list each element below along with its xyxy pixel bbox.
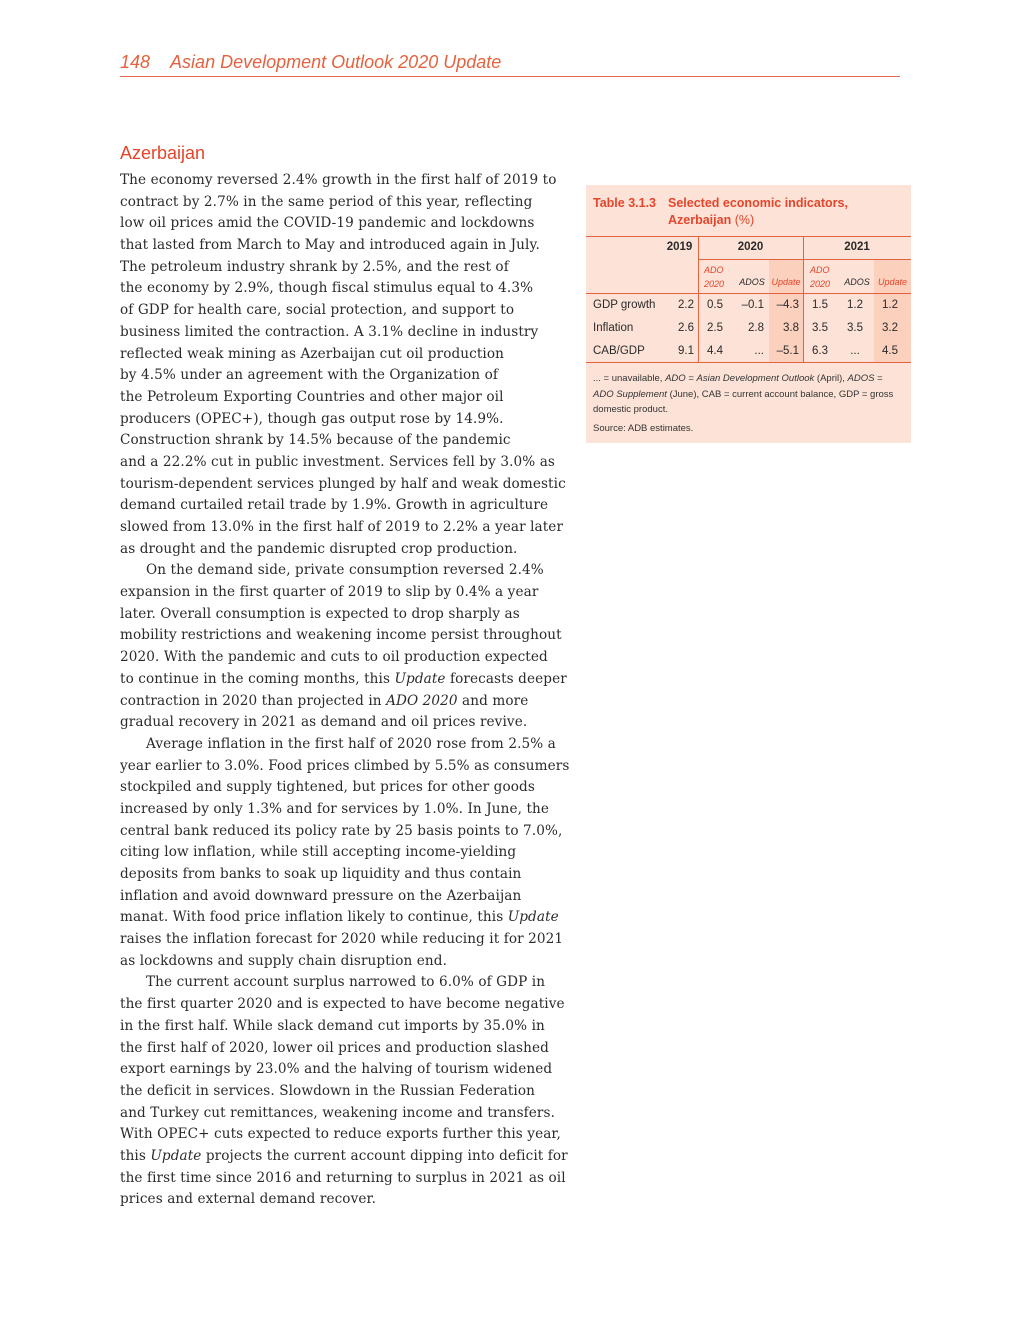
text-line: by 4.5% under an agreement with the Organization of <box>120 367 498 384</box>
sub-ados-2021: ADOS <box>844 277 870 287</box>
row-label: GDP growth <box>593 299 656 311</box>
text-line: the first quarter 2020 and is expected to have become negative <box>120 996 565 1013</box>
table-cell: ... <box>850 345 860 357</box>
text-line: expansion in the first quarter of 2019 to slip by 0.4% a year <box>120 584 539 601</box>
text-line: the first time since 2016 and returning to surplus in 2021 as oil <box>120 1169 566 1186</box>
table-cell: 4.4 <box>707 345 723 357</box>
text-line: central bank reduced its policy rate by 25 basis points to 7.0%, <box>120 822 563 839</box>
text-line: With OPEC+ cuts expected to reduce exports further this year, <box>120 1126 561 1143</box>
text-line: The petroleum industry shrank by 2.5%, and the rest of <box>120 258 509 275</box>
section-title: Azerbaijan <box>120 143 206 163</box>
text-line: that lasted from March to May and introduced again in July. <box>120 237 540 254</box>
text-line: increased by only 1.3% and for services by 1.0%. In June, the <box>120 800 550 817</box>
table-cell: 9.1 <box>678 345 694 357</box>
sub-update-2020: Update <box>771 277 801 287</box>
table-cell: 0.5 <box>707 299 723 311</box>
text-line: On the demand side, private consumption reversed 2.4% <box>146 562 544 579</box>
text-line: this Update projects the current account dipping into deficit for <box>120 1147 568 1164</box>
row-label: Inflation <box>593 322 634 334</box>
sub-ado-2020: ADO 2020 <box>704 265 725 289</box>
table-cell: 3.8 <box>783 322 799 334</box>
text-line: raises the inflation forecast for 2020 while reducing it for 2021 <box>120 931 564 948</box>
table-box <box>586 185 911 443</box>
text-line: year earlier to 3.0%. Food prices climbed by 5.5% as consumers <box>120 757 570 774</box>
text-line: the first half of 2020, lower oil prices and production slashed <box>120 1039 549 1056</box>
publication-title: Asian Development Outlook 2020 Update <box>170 52 502 72</box>
table-rule-bottom <box>586 362 911 363</box>
table-cell: 3.2 <box>882 322 898 334</box>
text-line: slowed from 13.0% in the first half of 2019 to 2.2% a year later <box>120 519 564 535</box>
table-cell: 4.5 <box>882 345 898 357</box>
table-number: Table 3.1.3 <box>593 196 656 210</box>
text-line: as drought and the pandemic disrupted crop production. <box>120 540 518 557</box>
year-2019: 2019 <box>666 241 693 253</box>
text-line: reflected weak mining as Azerbaijan cut oil production <box>120 345 505 362</box>
table-divider-2019 <box>698 236 699 362</box>
text-line: business limited the contraction. A 3.1% decline in industry <box>120 323 539 340</box>
body-text <box>120 170 586 1211</box>
text-line: stockpiled and supply tightened, but prices for other goods <box>120 779 535 796</box>
sub-ado-2021: ADO 2020 <box>810 265 831 289</box>
text-line: deposits from banks to soak up liquidity and thus contain <box>120 866 522 882</box>
table-notes <box>593 371 898 436</box>
text-line: Average inflation in the first half of 2020 rose from 2.5% a <box>146 735 556 752</box>
page-number: 148 <box>120 52 151 72</box>
year-2021: 2021 <box>844 241 870 253</box>
text-line: in the first half. While slack demand cut imports by 35.0% in <box>120 1017 545 1034</box>
table-cell: 1.2 <box>847 299 863 311</box>
table-cell: 6.3 <box>812 345 828 357</box>
text-line: producers (OPEC+), though gas output rose by 14.9%. <box>120 410 504 427</box>
table-cell: –5.1 <box>776 345 799 357</box>
table-cell: 3.5 <box>847 322 863 334</box>
text-line: the economy by 2.9%, though fiscal stimulus equal to 4.3% <box>120 280 534 297</box>
table-divider-2020 <box>803 236 804 362</box>
source-note: Source: ADB estimates. <box>593 422 694 434</box>
sub-update-2021: Update <box>877 277 908 287</box>
text-line: manat. With food price inflation likely to continue, this Update <box>120 909 559 926</box>
text-line: of GDP for health care, social protection, and support to <box>120 302 515 319</box>
table-title-line2: Azerbaijan <box>668 213 732 227</box>
table-cell: 1.2 <box>882 299 898 311</box>
table-title-line1: Selected economic indicators, <box>668 196 848 210</box>
text-line: and Turkey cut remittances, weakening income and transfers. <box>120 1104 556 1121</box>
table-cell: ... <box>754 345 764 357</box>
text-line: The current account surplus narrowed to 6.0% of GDP in <box>146 974 546 991</box>
text-line: and a 22.2% cut in public investment. Services fell by 3.0% as <box>120 453 556 470</box>
text-line: contraction in 2020 than projected in ADO 2020 and more <box>120 692 529 709</box>
text-line: the Petroleum Exporting Countries and other major oil <box>120 388 504 405</box>
text-line: the deficit in services. Slowdown in the Russian Federation <box>120 1082 535 1099</box>
text-line: demand curtailed retail trade by 1.9%. Growth in agriculture <box>120 497 549 514</box>
running-head <box>120 52 900 77</box>
table-cell: 3.5 <box>812 322 828 334</box>
table-unit: (%) <box>734 213 755 227</box>
text-line: to continue in the coming months, this Update forecasts deeper <box>120 670 567 687</box>
year-2020: 2020 <box>737 241 764 253</box>
table-cell: –0.1 <box>741 299 764 311</box>
text-line: contract by 2.7% in the same period of this year, reflecting <box>120 193 533 210</box>
table-cell: 2.8 <box>748 322 764 334</box>
text-line: 2020. With the pandemic and cuts to oil production expected <box>120 649 548 666</box>
text-line: low oil prices amid the COVID-19 pandemic and lockdowns <box>120 215 535 232</box>
sub-ados-2020: ADOS <box>739 277 765 287</box>
table-rule-header <box>586 293 911 294</box>
text-line: as lockdowns and supply chain disruption end. <box>120 952 447 969</box>
row-label: CAB/GDP <box>593 345 645 357</box>
notes-text: ... = unavailable, ADO = Asian Development Outlook (April), ADOS = ADO Supplement (June), CAB = current account balance, GDP = gross domestic product. <box>593 373 894 415</box>
text-line: Construction shrank by 14.5% because of the pandemic <box>120 432 511 449</box>
table-rule-top <box>586 236 911 237</box>
table-rule-year <box>698 259 911 260</box>
text-line: later. Overall consumption is expected to drop sharply as <box>120 605 520 622</box>
text-line: gradual recovery in 2021 as demand and oil prices revive. <box>120 714 528 731</box>
table-title <box>593 195 903 229</box>
text-line: tourism-dependent services plunged by half and weak domestic <box>120 475 566 492</box>
text-line: export earnings by 23.0% and the halving of tourism widened <box>120 1061 553 1078</box>
text-line: prices and external demand recover. <box>120 1191 377 1208</box>
text-line: inflation and avoid downward pressure on the Azerbaijan <box>120 887 522 904</box>
table-cell: 1.5 <box>812 299 828 311</box>
table-cell: 2.5 <box>707 322 723 334</box>
text-line: citing low inflation, while still accepting income-yielding <box>120 844 517 861</box>
text-line: The economy reversed 2.4% growth in the first half of 2019 to <box>120 172 557 188</box>
table-cell: –4.3 <box>776 299 799 311</box>
text-line: mobility restrictions and weakening income persist throughout <box>120 627 562 644</box>
table-cell: 2.6 <box>678 322 694 334</box>
table-cell: 2.2 <box>678 299 694 311</box>
